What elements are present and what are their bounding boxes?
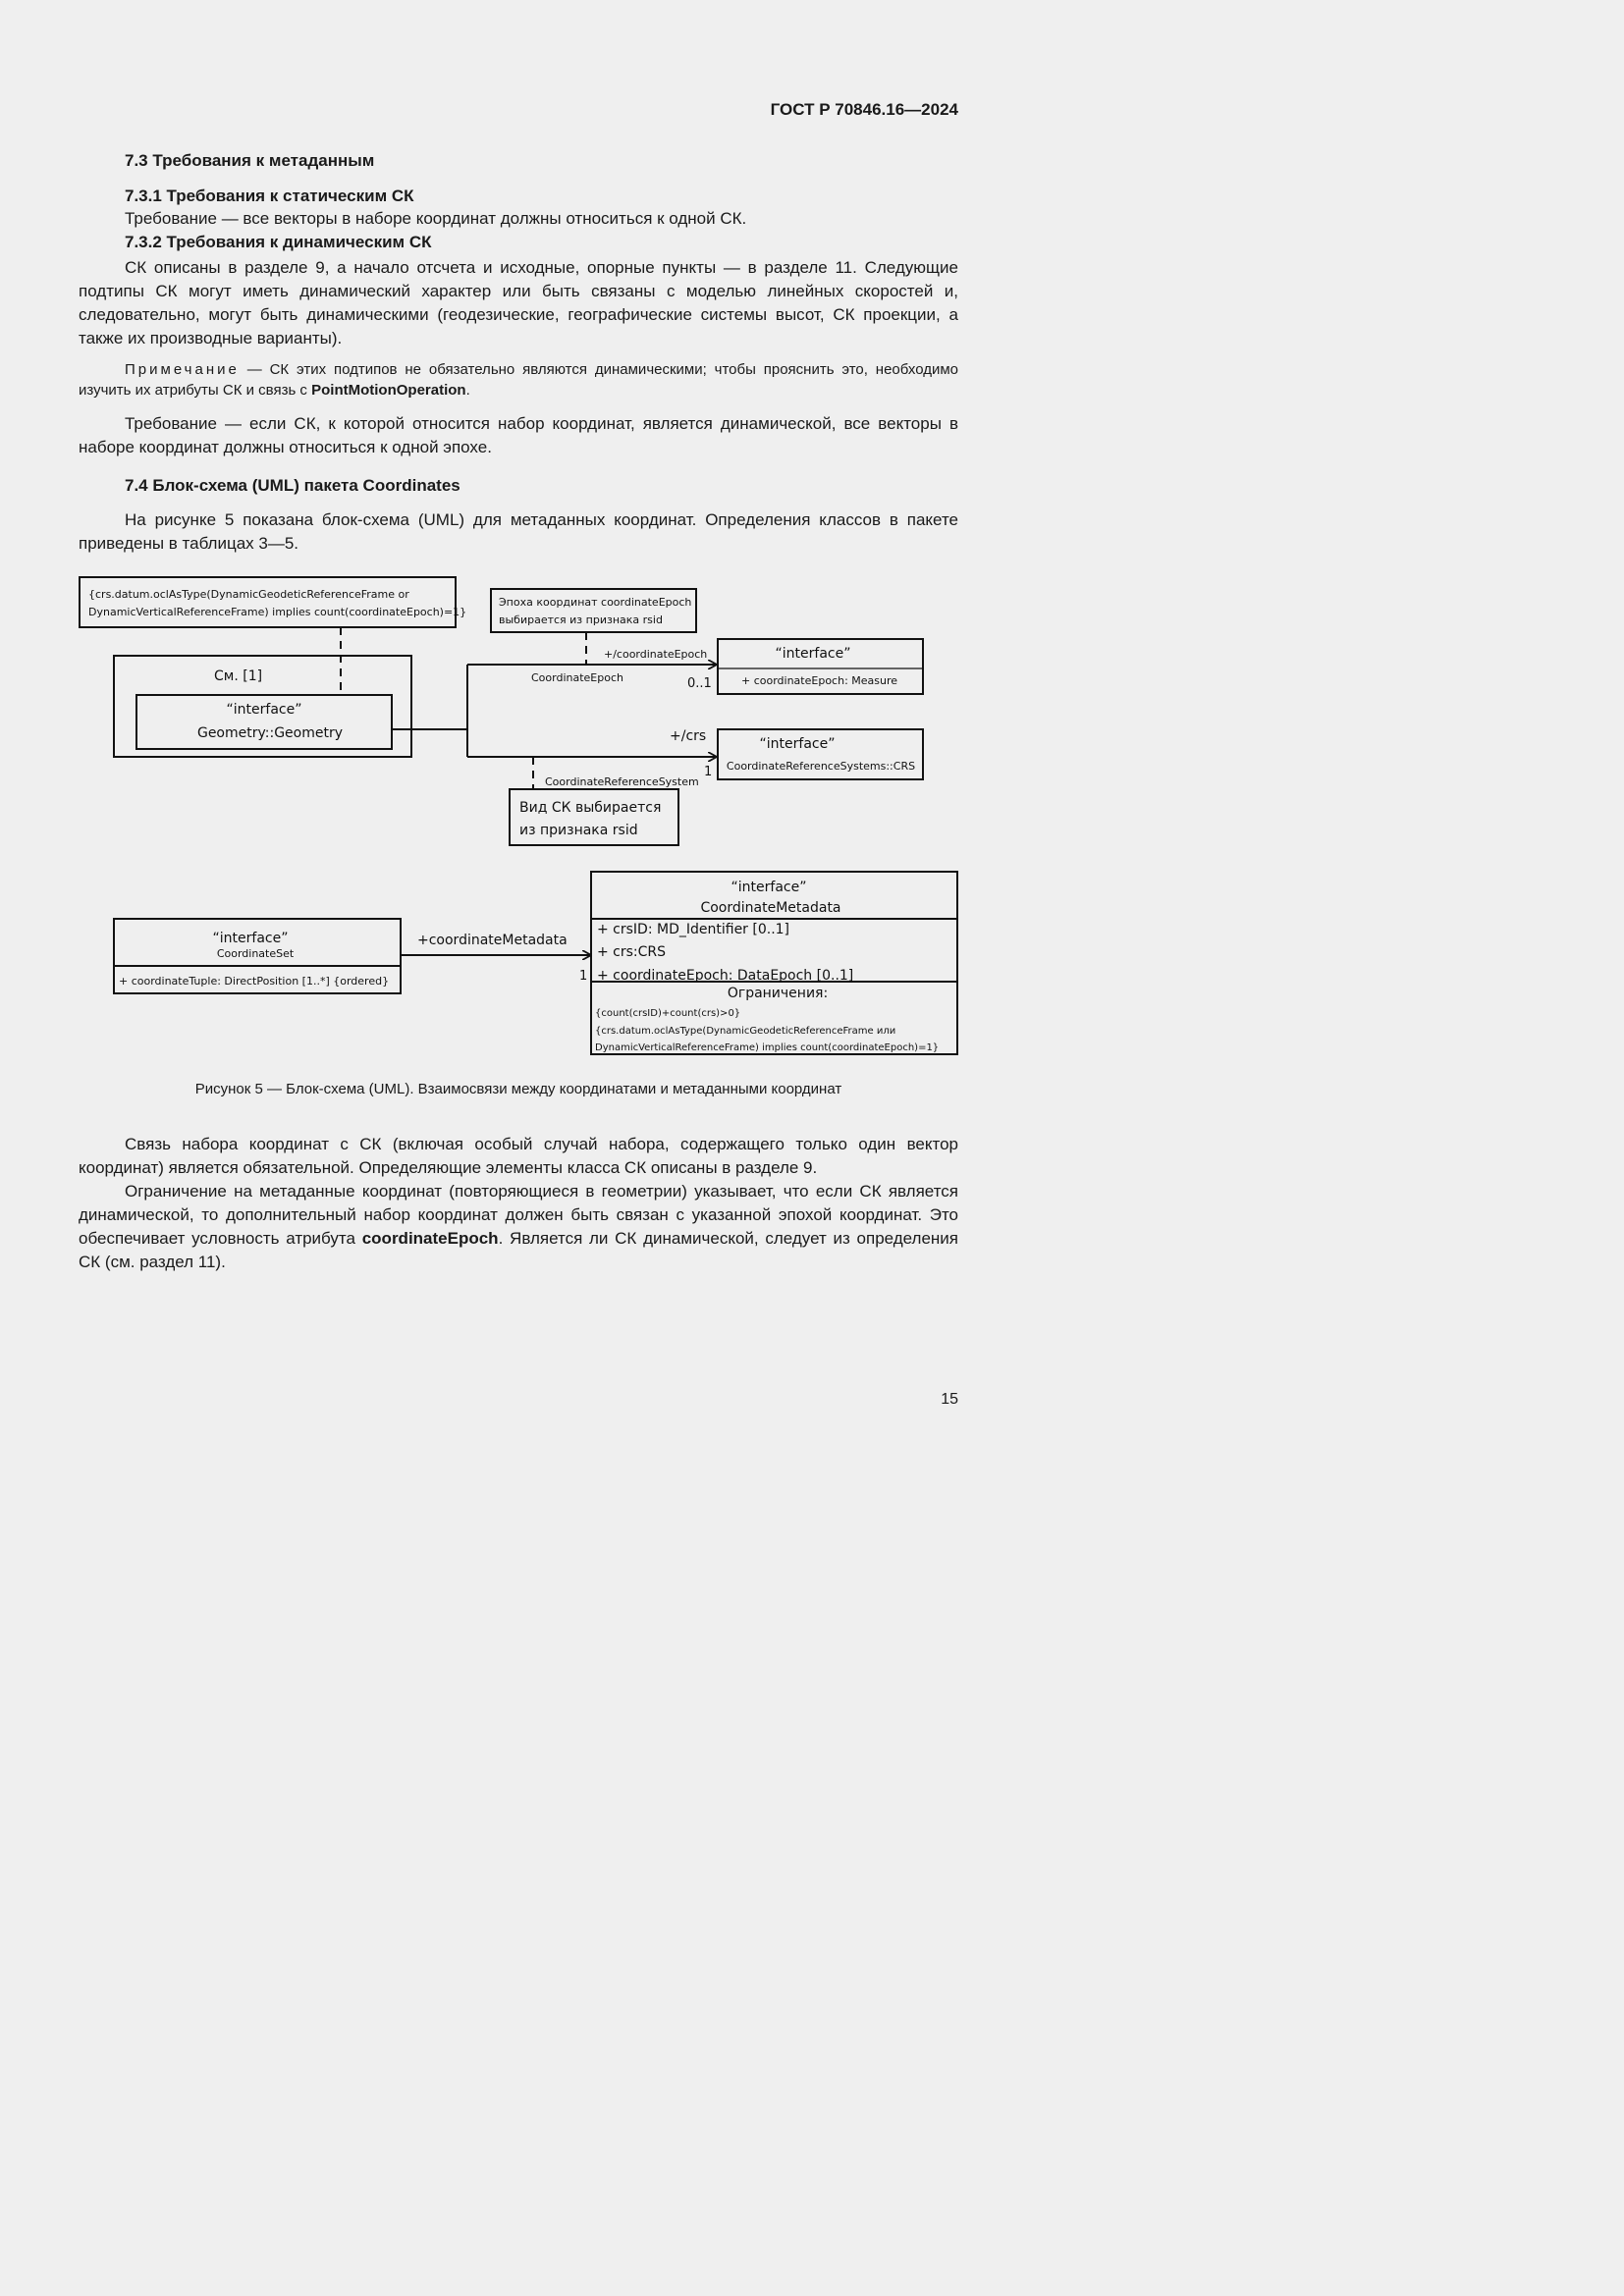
constraint-note-line-1: {crs.datum.oclAsType(DynamicGeodeticReferenceFrame or: [88, 588, 409, 601]
metadata-constraints-title: Ограничения:: [727, 986, 829, 1001]
section-7-3-2-title: 7.3.2 Требования к динамическим СК: [125, 233, 432, 251]
note-bold-term: PointMotionOperation: [311, 382, 466, 399]
crs-class-stereotype: “interface”: [759, 736, 836, 752]
figure-caption: Рисунок 5 — Блок-схема (UML). Взаимосвязи между координатами и метаданными координат: [194, 1081, 842, 1097]
section-7-3-2-text: СК описаны в разделе 9, а начало отсчета и исходные, опорные пункты — в разделе 11. Следующие подтипы СК могут иметь динамический характер или быть связаны с моделью линейных скоростей и, следовательно, могут быть динамическими (геодезические, географические системы высот, СК проекции, а также их производные варианты).: [79, 258, 958, 347]
crs-multiplicity: 1: [704, 765, 713, 779]
coordinate-set-name: CoordinateSet: [216, 947, 295, 960]
coordinate-set-attribute: + coordinateTuple: DirectPosition [1..*] {ordered}: [119, 975, 390, 988]
metadata-class-name: CoordinateMetadata: [700, 900, 841, 916]
after-paragraph-2-end: . Является ли СК динамической, следует из определения СК (см. раздел 11).: [79, 1229, 959, 1271]
section-7-3-1-text: Требование — все векторы в наборе координат должны относиться к одной СК.: [125, 209, 747, 228]
section-7-4-title: 7.4 Блок-схема (UML) пакета Coordinates: [125, 476, 460, 495]
epoch-note-line-2: выбирается из признака rsid: [499, 614, 663, 626]
after-paragraph-1: Связь набора координат с СК (включая особый случай набора, содержащего только один вектор координат) является обязательной. Определяющие элементы класса СК описаны в разделе 9.: [79, 1135, 958, 1177]
page-number: 15: [941, 1391, 958, 1408]
after-paragraph-2-start: Ограничение на метаданные координат (повторяющиеся в геометрии) указывает, что если СК является динамической, то дополнительный набор координат должен быть связан с указанной эпохой координат. Это обеспечивает условность атрибута: [79, 1182, 958, 1248]
metadata-multiplicity: 1: [579, 969, 588, 984]
epoch-note-line-1: Эпоха координат coordinateEpoch: [499, 596, 692, 609]
note-end: .: [465, 382, 470, 399]
metadata-constraint-2: {crs.datum.oclAsType(DynamicGeodeticReferenceFrame или: [595, 1026, 896, 1037]
epoch-class-attribute: + coordinateEpoch: Measure: [741, 674, 898, 687]
metadata-constraint-1: {count(crsID)+count(crs)>0}: [595, 1008, 741, 1019]
section-7-3-1-title: 7.3.1 Требования к статическим СК: [125, 187, 414, 205]
crs-association-name: CoordinateReferenceSystem: [545, 775, 699, 788]
section-7-4-text: На рисунке 5 показана блок-схема (UML) для метаданных координат. Определения классов в пакете приведены в таблицах 3—5.: [79, 510, 958, 553]
metadata-constraint-3: DynamicVerticalReferenceFrame) implies count(coordinateEpoch)=1}: [595, 1042, 940, 1053]
standard-header: ГОСТ Р 70846.16—2024: [770, 100, 958, 119]
after-paragraph-2-bold: coordinateEpoch: [361, 1229, 499, 1248]
coordinate-set-stereotype: “interface”: [212, 931, 289, 946]
note-label: Примечание: [125, 361, 240, 378]
epoch-class-stereotype: “interface”: [775, 646, 851, 662]
metadata-attribute-1: + crsID: MD_Identifier [0..1]: [597, 922, 790, 937]
uml-diagram: [0, 0, 1089, 1539]
requirement-text: Требование — если СК, к которой относится набор координат, является динамической, все векторы в наборе координат должны относиться к одной эпохе.: [79, 414, 958, 456]
geometry-class-name: Geometry::Geometry: [196, 725, 344, 741]
crs-note-line-1: Вид СК выбирается: [519, 800, 662, 816]
constraint-note-box: [80, 577, 456, 627]
after-paragraph-2: [79, 1180, 958, 1274]
geometry-stereotype: “interface”: [226, 702, 302, 718]
metadata-class-stereotype: “interface”: [731, 880, 807, 895]
epoch-association-name: CoordinateEpoch: [531, 671, 623, 684]
constraint-note-line-2: DynamicVerticalReferenceFrame) implies count(coordinateEpoch)=1}: [88, 606, 467, 618]
see-reference-label: См. [1]: [214, 668, 263, 684]
epoch-multiplicity: 0..1: [687, 676, 712, 691]
metadata-attribute-2: + crs:CRS: [597, 944, 667, 960]
epoch-role-label: +/coordinateEpoch: [604, 648, 708, 661]
crs-role-label: +/crs: [670, 728, 707, 744]
document-page: [0, 0, 1089, 1539]
section-7-3-title: 7.3 Требования к метаданным: [125, 151, 375, 170]
metadata-attribute-3: + coordinateEpoch: DataEpoch [0..1]: [597, 968, 854, 984]
crs-note-line-2: из признака rsid: [519, 823, 638, 838]
metadata-role-label: +coordinateMetadata: [417, 933, 568, 948]
crs-class-name: CoordinateReferenceSystems::CRS: [726, 760, 916, 773]
note-text: — СК этих подтипов не обязательно являются динамическими; чтобы прояснить это, необходимо изучить их атрибуты СК и связь с: [79, 361, 958, 399]
